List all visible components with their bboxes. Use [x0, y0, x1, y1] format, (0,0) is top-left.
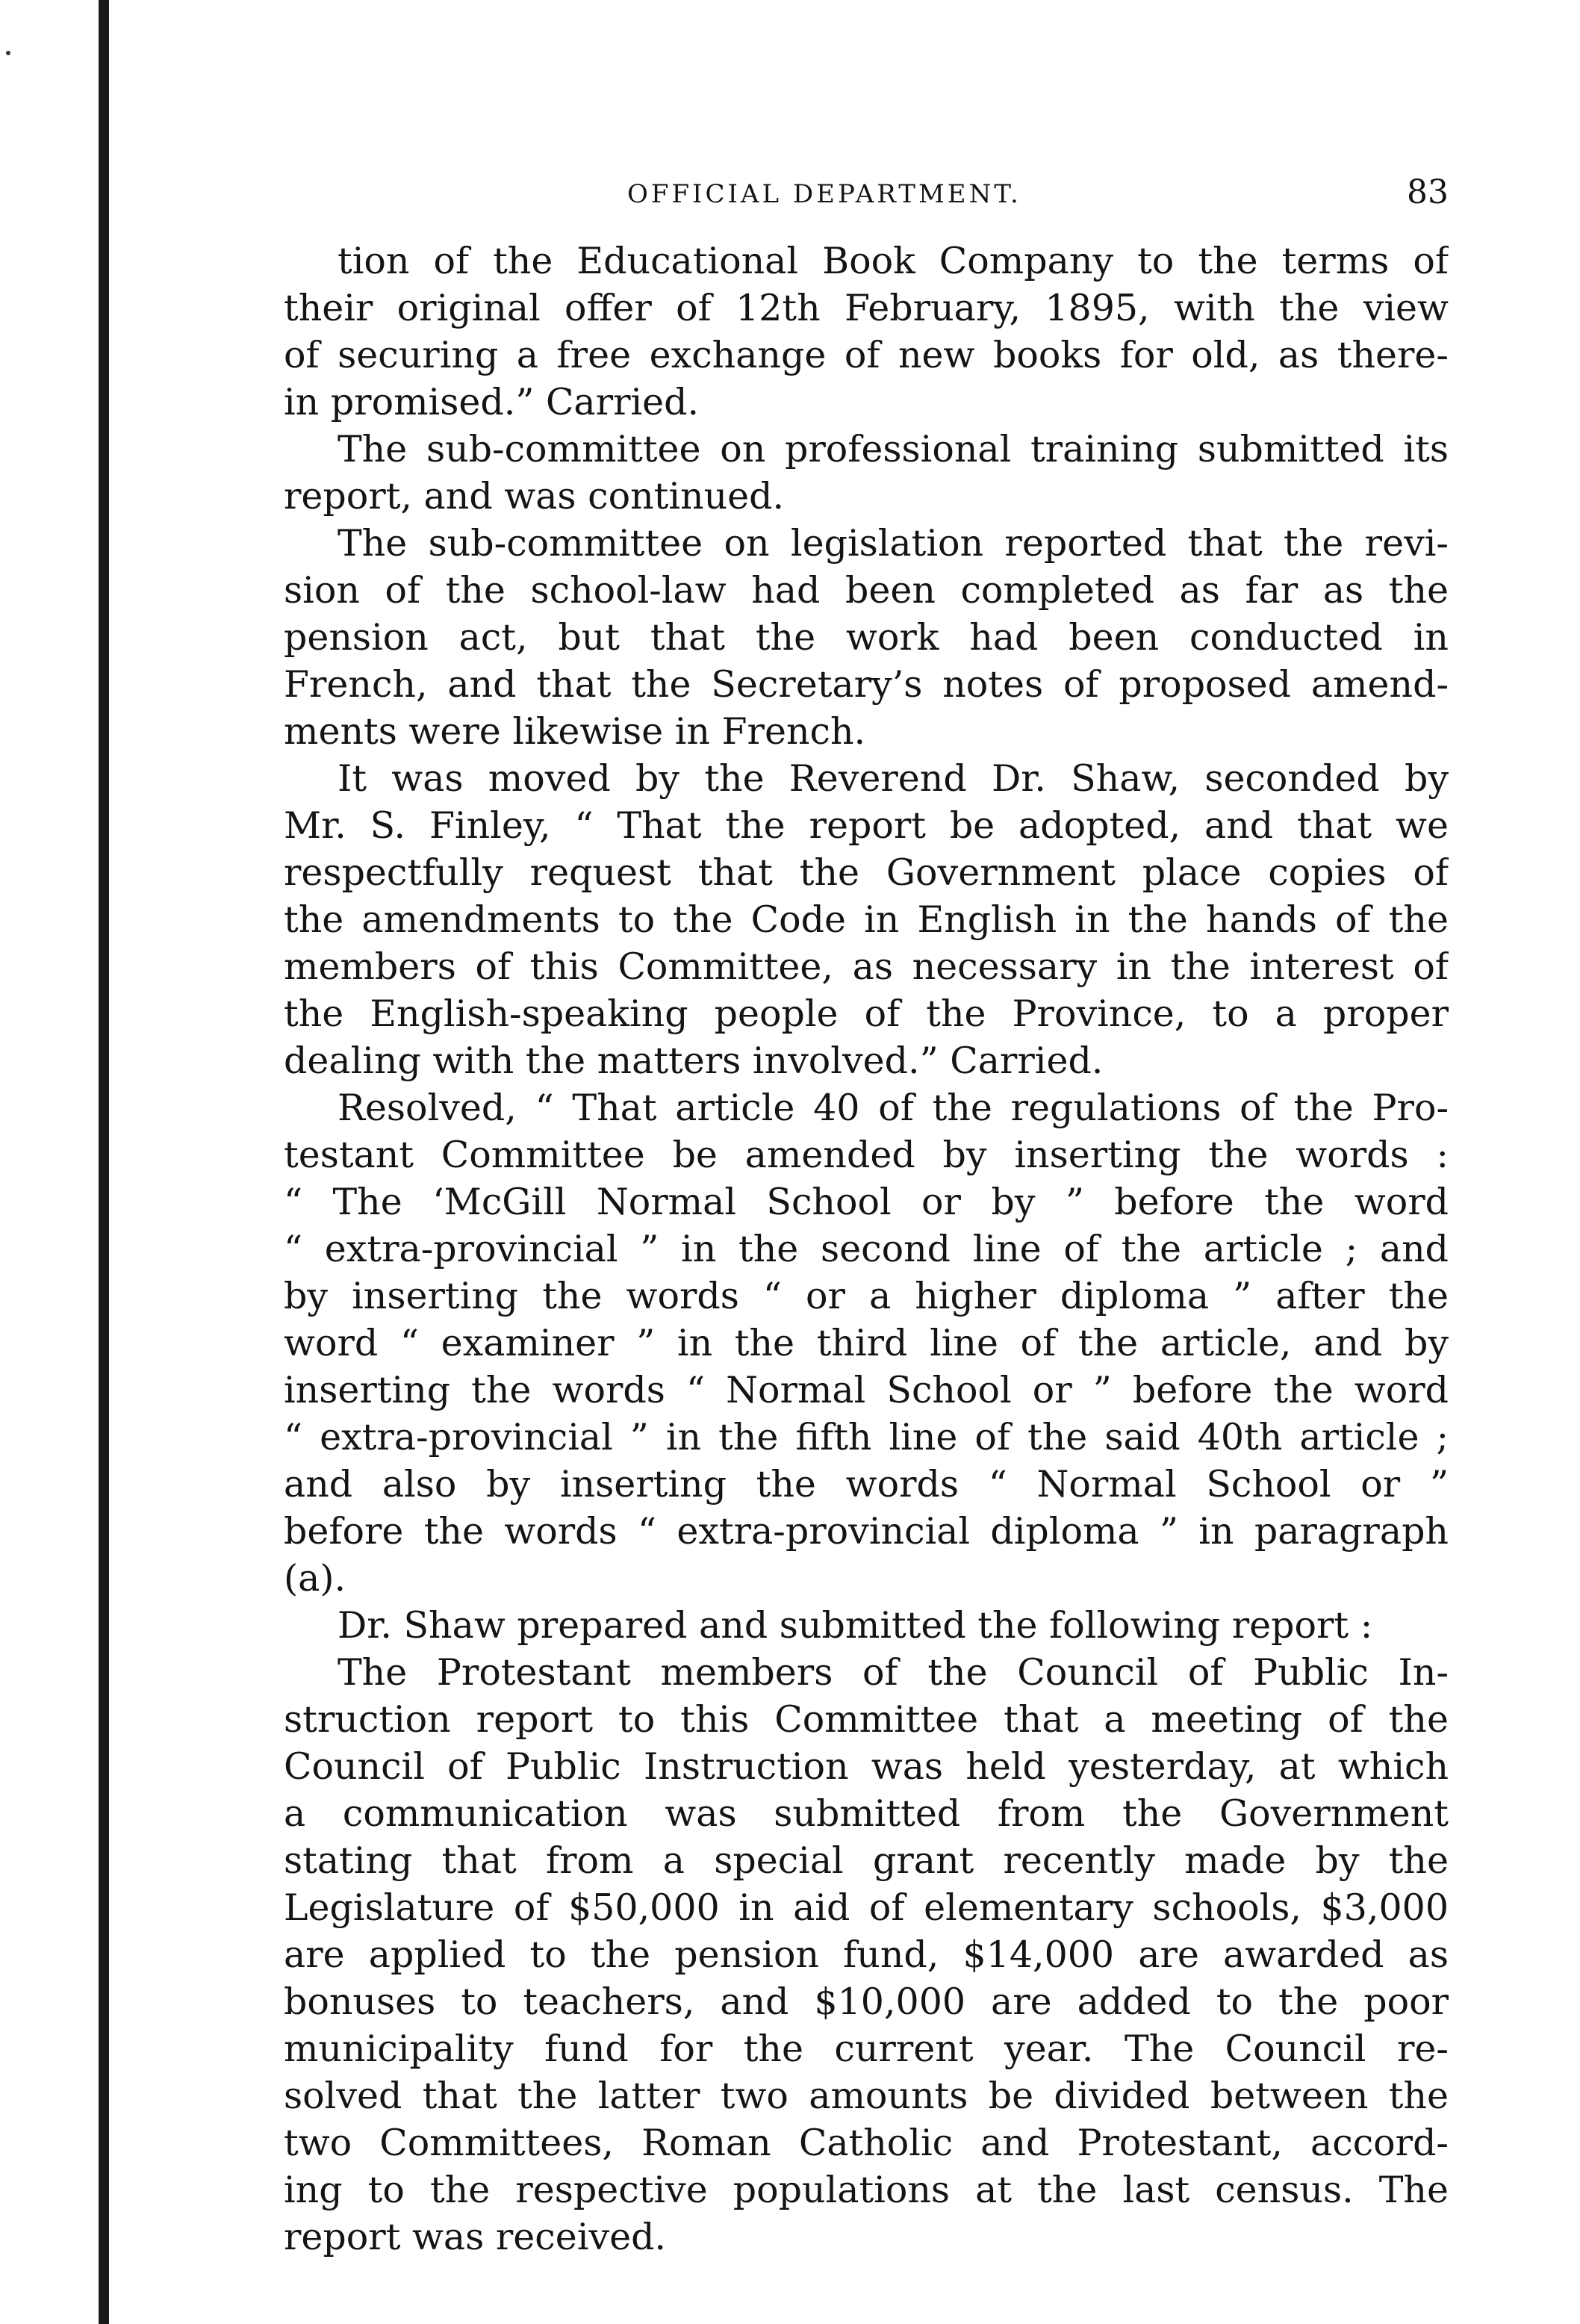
text-line: (a).: [284, 1557, 346, 1600]
paragraph: [284, 1649, 1449, 2261]
text-line: a communication was submitted from the Government: [284, 1792, 1449, 1835]
text-line: stating that from a special grant recently made by the: [284, 1839, 1449, 1882]
text-line: Legislature of $50,000 in aid of elementary schools, $3,000: [284, 1886, 1449, 1929]
running-head: [284, 173, 1449, 215]
text-line: respectfully request that the Government place copies of: [284, 851, 1449, 894]
text-line: inserting the words “ Normal School or ” before the word: [284, 1369, 1449, 1411]
scan-edge-shadow: [99, 0, 109, 2324]
text-line: struction report to this Committee that a meeting of the: [284, 1698, 1449, 1741]
text-line: It was moved by the Reverend Dr. Shaw, seconded by: [338, 757, 1449, 800]
text-line: The sub-committee on legislation reported that the revi-: [338, 522, 1449, 565]
text-line: Council of Public Instruction was held yesterday, at which: [284, 1745, 1449, 1788]
text-line: report, and was continued.: [284, 475, 785, 518]
paragraph: [284, 1084, 1449, 1602]
paragraph: [284, 1602, 1449, 1649]
text-line: The Protestant members of the Council of Public In-: [338, 1651, 1449, 1694]
text-line: Mr. S. Finley, “ That the report be adopted, and that we: [284, 804, 1449, 847]
paragraph: [284, 755, 1449, 1084]
text-line: in promised.” Carried.: [284, 381, 700, 423]
running-title: OFFICIAL DEPARTMENT.: [627, 179, 1021, 209]
text-line: municipality fund for the current year. The Council re-: [284, 2028, 1449, 2070]
paragraph: [284, 237, 1449, 426]
paragraph: [284, 520, 1449, 755]
text-line: their original offer of 12th February, 1895, with the view: [284, 287, 1449, 329]
text-line: dealing with the matters involved.” Carried.: [284, 1040, 1104, 1082]
text-line: The sub-committee on professional training submitted its: [338, 428, 1449, 470]
text-line: the English-speaking people of the Province, to a proper: [284, 992, 1449, 1035]
page-body: [284, 237, 1449, 2261]
text-line: report was received.: [284, 2216, 667, 2258]
text-line: are applied to the pension fund, $14,000 are awarded as: [284, 1933, 1449, 1976]
page-number: 83: [1407, 173, 1449, 211]
text-line: of securing a free exchange of new books for old, as there-: [284, 334, 1449, 376]
scan-speck: [6, 51, 10, 55]
book-page: [284, 0, 1449, 2324]
text-line: “ The ‘McGill Normal School or by ” before the word: [284, 1181, 1449, 1223]
text-line: “ extra-provincial ” in the second line of the article ; and: [284, 1228, 1449, 1270]
text-line: Dr. Shaw prepared and submitted the following report :: [338, 1604, 1373, 1647]
text-line: before the words “ extra-provincial diploma ” in paragraph: [284, 1510, 1449, 1553]
text-line: “ extra-provincial ” in the fifth line of the said 40th article ;: [284, 1416, 1449, 1458]
text-line: the amendments to the Code in English in the hands of the: [284, 898, 1449, 941]
text-line: by inserting the words “ or a higher diploma ” after the: [284, 1275, 1449, 1317]
text-line: solved that the latter two amounts be divided between the: [284, 2075, 1449, 2117]
text-line: ments were likewise in French.: [284, 710, 866, 753]
text-line: French, and that the Secretary’s notes of proposed amend-: [284, 663, 1449, 706]
text-line: and also by inserting the words “ Normal School or ”: [284, 1463, 1449, 1506]
text-line: two Committees, Roman Catholic and Protestant, accord-: [284, 2122, 1449, 2164]
text-line: sion of the school-law had been completed as far as the: [284, 569, 1449, 612]
text-line: testant Committee be amended by inserting the words :: [284, 1134, 1449, 1176]
paragraph: [284, 426, 1449, 520]
text-line: word “ examiner ” in the third line of the article, and by: [284, 1322, 1449, 1364]
text-line: tion of the Educational Book Company to the terms of: [338, 240, 1449, 282]
text-line: ing to the respective populations at the last census. The: [284, 2169, 1449, 2211]
text-line: Resolved, “ That article 40 of the regulations of the Pro-: [338, 1087, 1449, 1129]
text-line: members of this Committee, as necessary in the interest of: [284, 945, 1449, 988]
text-line: bonuses to teachers, and $10,000 are added to the poor: [284, 1980, 1449, 2023]
text-line: pension act, but that the work had been conducted in: [284, 616, 1449, 659]
